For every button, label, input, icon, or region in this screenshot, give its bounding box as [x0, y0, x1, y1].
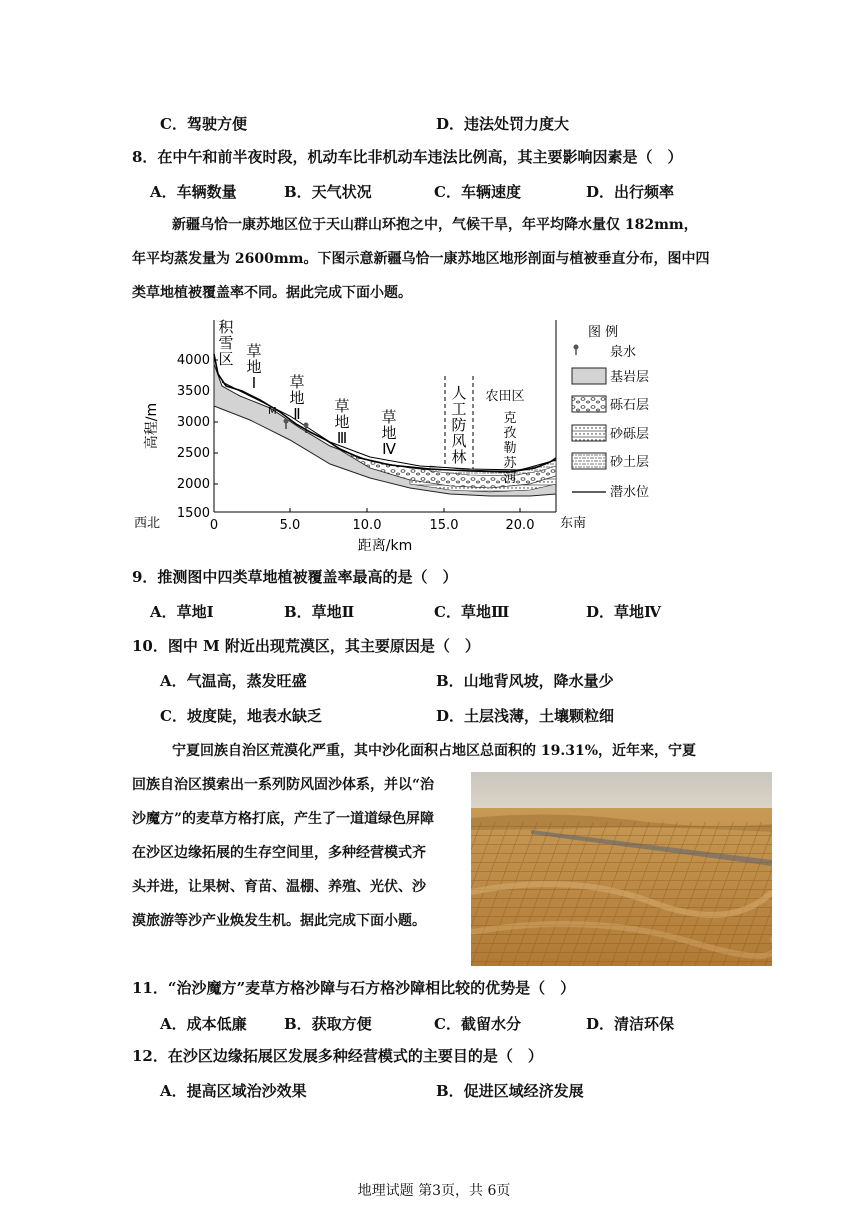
option-c: C．驾驶方便: [160, 115, 247, 133]
passage2-line6: 漠旅游等沙产业焕发生机。据此完成下面小题。: [132, 913, 426, 929]
terrain-profile-figure: [130, 316, 670, 556]
farm-zone-label: 农田区: [485, 389, 525, 404]
forest-char2: 工: [451, 400, 467, 418]
ytick-3500: 3500: [176, 384, 210, 399]
forest-char1: 人: [451, 384, 467, 402]
q11-option-b: B．获取方便: [284, 1015, 372, 1033]
question-10-stem: 10．图中 M 附近出现荒漠区，其主要原因是（ ）: [132, 637, 480, 655]
page-footer: 地理试题 第3页，共 6页: [357, 1183, 511, 1199]
river-char3: 勒: [503, 441, 517, 456]
snow-zone-char3: 区: [218, 350, 234, 368]
direction-northwest: 西北: [134, 516, 161, 531]
direction-southeast: 东南: [560, 516, 587, 531]
legend-bedrock: [572, 368, 649, 385]
passage1-line2: 年平均蒸发量为 2600mm。下图示意新疆乌恰一康苏地区地形剖面与植被垂直分布，图中四: [132, 251, 710, 267]
xtick-20: 20.0: [505, 518, 535, 533]
q9-option-c: C．草地Ⅲ: [434, 603, 510, 621]
q10-option-c: C．坡度陡，地表水缺乏: [160, 707, 322, 725]
q11-option-d: D．清洁环保: [586, 1015, 675, 1033]
grass4-char2: 地: [381, 424, 397, 442]
xtick-5: 5.0: [279, 518, 301, 533]
grass2-char3: Ⅱ: [293, 405, 301, 423]
ytick-2000: 2000: [176, 477, 210, 492]
xtick-10: 10.0: [352, 518, 382, 533]
passage1-line3: 类草地植被覆盖率不同。据此完成下面小题。: [132, 285, 412, 301]
x-axis-label: 距离/km: [357, 538, 413, 554]
forest-char4: 风: [451, 432, 467, 450]
passage2-line3: 沙魔方”的麦草方格打底，产生了一道道绿色屏障: [132, 811, 435, 827]
q8-option-b: B．天气状况: [284, 183, 372, 201]
q9-option-a: A．草地Ⅰ: [150, 603, 214, 621]
snow-zone-char2: 雪: [218, 334, 234, 352]
legend-sand-soil: [572, 453, 649, 470]
grass3-char3: Ⅲ: [336, 429, 348, 447]
q12-option-a: A．提高区域治沙效果: [160, 1082, 307, 1100]
snow-zone-char1: 积: [218, 318, 234, 336]
passage2-line2: 回族自治区摸索出一系列防风固沙体系，并以“治: [132, 777, 435, 793]
y-axis-label: 高程/m: [144, 402, 160, 450]
ytick-3000: 3000: [176, 415, 210, 430]
ytick-4000: 4000: [176, 353, 210, 368]
passage2-line4: 在沙区边缘拓展的生存空间里，多种经营模式齐: [132, 845, 426, 861]
q8-option-a: A．车辆数量: [150, 183, 237, 201]
svg-text:砂土层: 砂土层: [610, 455, 650, 470]
grass3-char1: 草: [334, 397, 350, 415]
ytick-2500: 2500: [176, 446, 210, 461]
q9-option-d: D．草地Ⅳ: [586, 603, 662, 621]
question-9-stem: 9．推测图中四类草地植被覆盖率最高的是（ ）: [132, 568, 458, 586]
xtick-0: 0: [209, 518, 219, 533]
forest-char5: 林: [451, 448, 467, 466]
svg-text:砾石层: 砾石层: [610, 398, 650, 413]
grass3-char2: 地: [334, 413, 350, 431]
q10-option-d: D．土层浅薄，土壤颗粒细: [436, 707, 615, 725]
question-12-stem: 12．在沙区边缘拓展区发展多种经营模式的主要目的是（ ）: [132, 1047, 543, 1065]
q11-option-c: C．截留水分: [434, 1015, 521, 1033]
river-char1: 克: [503, 411, 517, 426]
svg-text:潜水位: 潜水位: [610, 485, 650, 500]
river-char4: 苏: [503, 456, 517, 471]
legend-title: 图 例: [588, 325, 619, 340]
grass1-char2: 地: [246, 358, 262, 376]
q8-option-c: C．车辆速度: [434, 183, 521, 201]
passage1-line1: 新疆乌恰一康苏地区位于天山群山环抱之中，气候干旱，年平均降水量仅 182mm，: [172, 217, 698, 233]
q10-option-b: B．山地背风坡，降水量少: [436, 672, 614, 690]
river-char2: 孜: [503, 426, 517, 441]
grass1-char1: 草: [246, 342, 262, 360]
grass4-char1: 草: [381, 408, 397, 426]
point-m-label: M: [268, 406, 277, 417]
grass4-char3: Ⅳ: [382, 440, 396, 458]
q9-option-b: B．草地Ⅱ: [284, 603, 355, 621]
q11-option-a: A．成本低廉: [160, 1015, 247, 1033]
passage2-line1: 宁夏回族自治区荒漠化严重，其中沙化面积占地区总面积的 19.31%，近年来，宁夏: [172, 743, 697, 759]
grass2-char1: 草: [289, 373, 305, 391]
q10-option-a: A．气温高，蒸发旺盛: [160, 672, 307, 690]
legend-water-table: [572, 484, 649, 500]
straw-checkerboard-photo: [471, 772, 772, 966]
legend-gravel: [572, 396, 649, 413]
grass1-char3: Ⅰ: [251, 374, 257, 392]
grass2-char2: 地: [289, 389, 305, 407]
river-char5: 河: [503, 471, 517, 486]
ytick-1500: 1500: [176, 506, 210, 521]
legend-spring: [574, 344, 637, 360]
svg-text:泉水: 泉水: [610, 345, 637, 360]
q12-option-b: B．促进区域经济发展: [436, 1082, 584, 1100]
passage2-line5: 头并进，让果树、育苗、温棚、养殖、光伏、沙: [132, 879, 426, 895]
option-d: D．违法处罚力度大: [436, 115, 570, 133]
svg-text:基岩层: 基岩层: [610, 370, 650, 385]
xtick-15: 15.0: [429, 518, 459, 533]
forest-char3: 防: [451, 416, 467, 434]
q8-option-d: D．出行频率: [586, 183, 675, 201]
svg-text:砂砾层: 砂砾层: [610, 427, 650, 442]
question-11-stem: 11．“治沙魔方”麦草方格沙障与石方格沙障相比较的优势是（ ）: [132, 979, 576, 997]
question-8-stem: 8．在中午和前半夜时段，机动车比非机动车违法比例高，其主要影响因素是（ ）: [132, 148, 683, 166]
legend-sand-gravel: [572, 425, 649, 442]
